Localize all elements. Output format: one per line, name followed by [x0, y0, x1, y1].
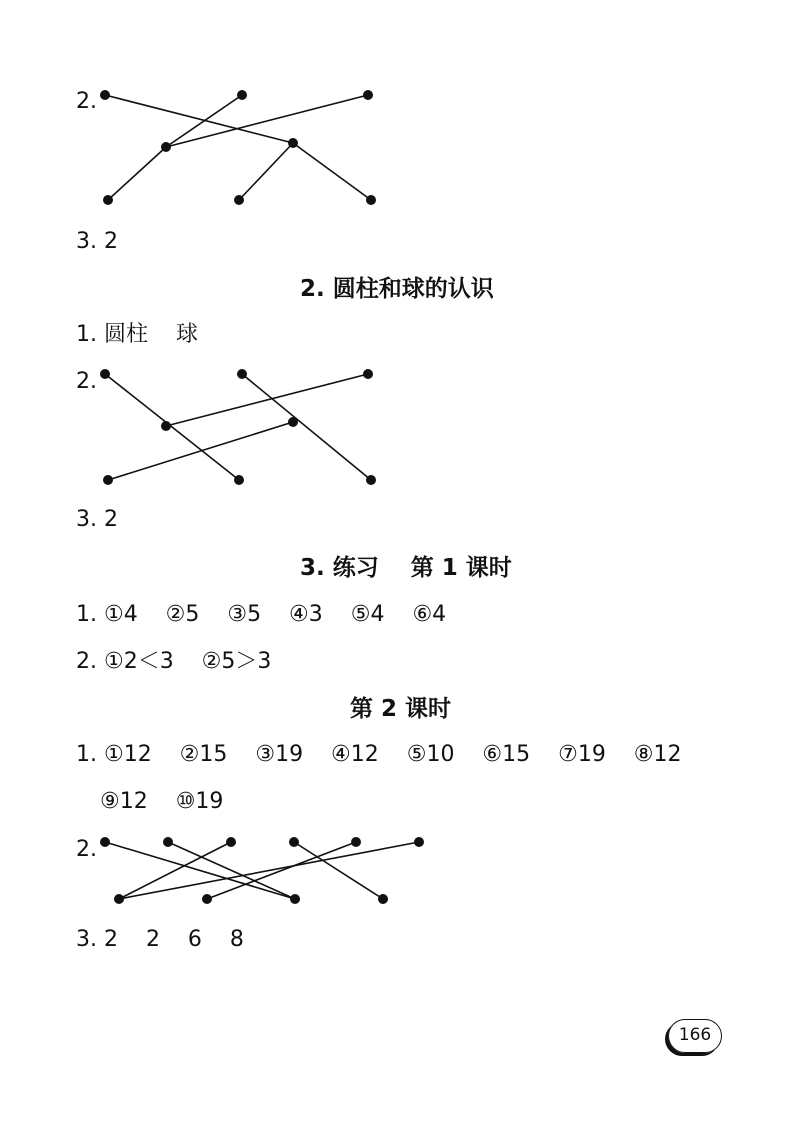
answer-1-label: 1. ①4 ②5 ③5 ④3 ⑤4 ⑥4	[76, 602, 447, 627]
section-heading-4: 第 2 课时	[350, 696, 452, 722]
answer-3-label: 3. 2	[76, 229, 118, 254]
answer-2-label: 2.	[76, 369, 97, 394]
answer-2-label: 2. ①2＜3 ②5＞3	[76, 649, 272, 674]
answer-3-label: 3. 2 2 6 8	[76, 927, 244, 952]
answer-1-label: 1. ①12 ②15 ③19 ④12 ⑤10 ⑥15 ⑦19 ⑧12	[76, 742, 682, 767]
section-heading-2: 2. 圆柱和球的认识	[300, 276, 494, 302]
answer-3-label: 3. 2	[76, 507, 118, 532]
page-number: 166	[668, 1019, 722, 1053]
answer-2-label: 2.	[76, 89, 97, 114]
answer-1-label: 1. 圆柱 球	[76, 322, 198, 347]
matching-diagram-3	[0, 830, 440, 910]
matching-diagram-2	[0, 360, 420, 490]
section-heading-3: 3. 练习 第 1 课时	[300, 555, 512, 581]
answer-1-continued: ⑨12 ⑩19	[100, 789, 224, 814]
matching-diagram-1	[0, 80, 420, 210]
answer-2-label: 2.	[76, 837, 97, 862]
